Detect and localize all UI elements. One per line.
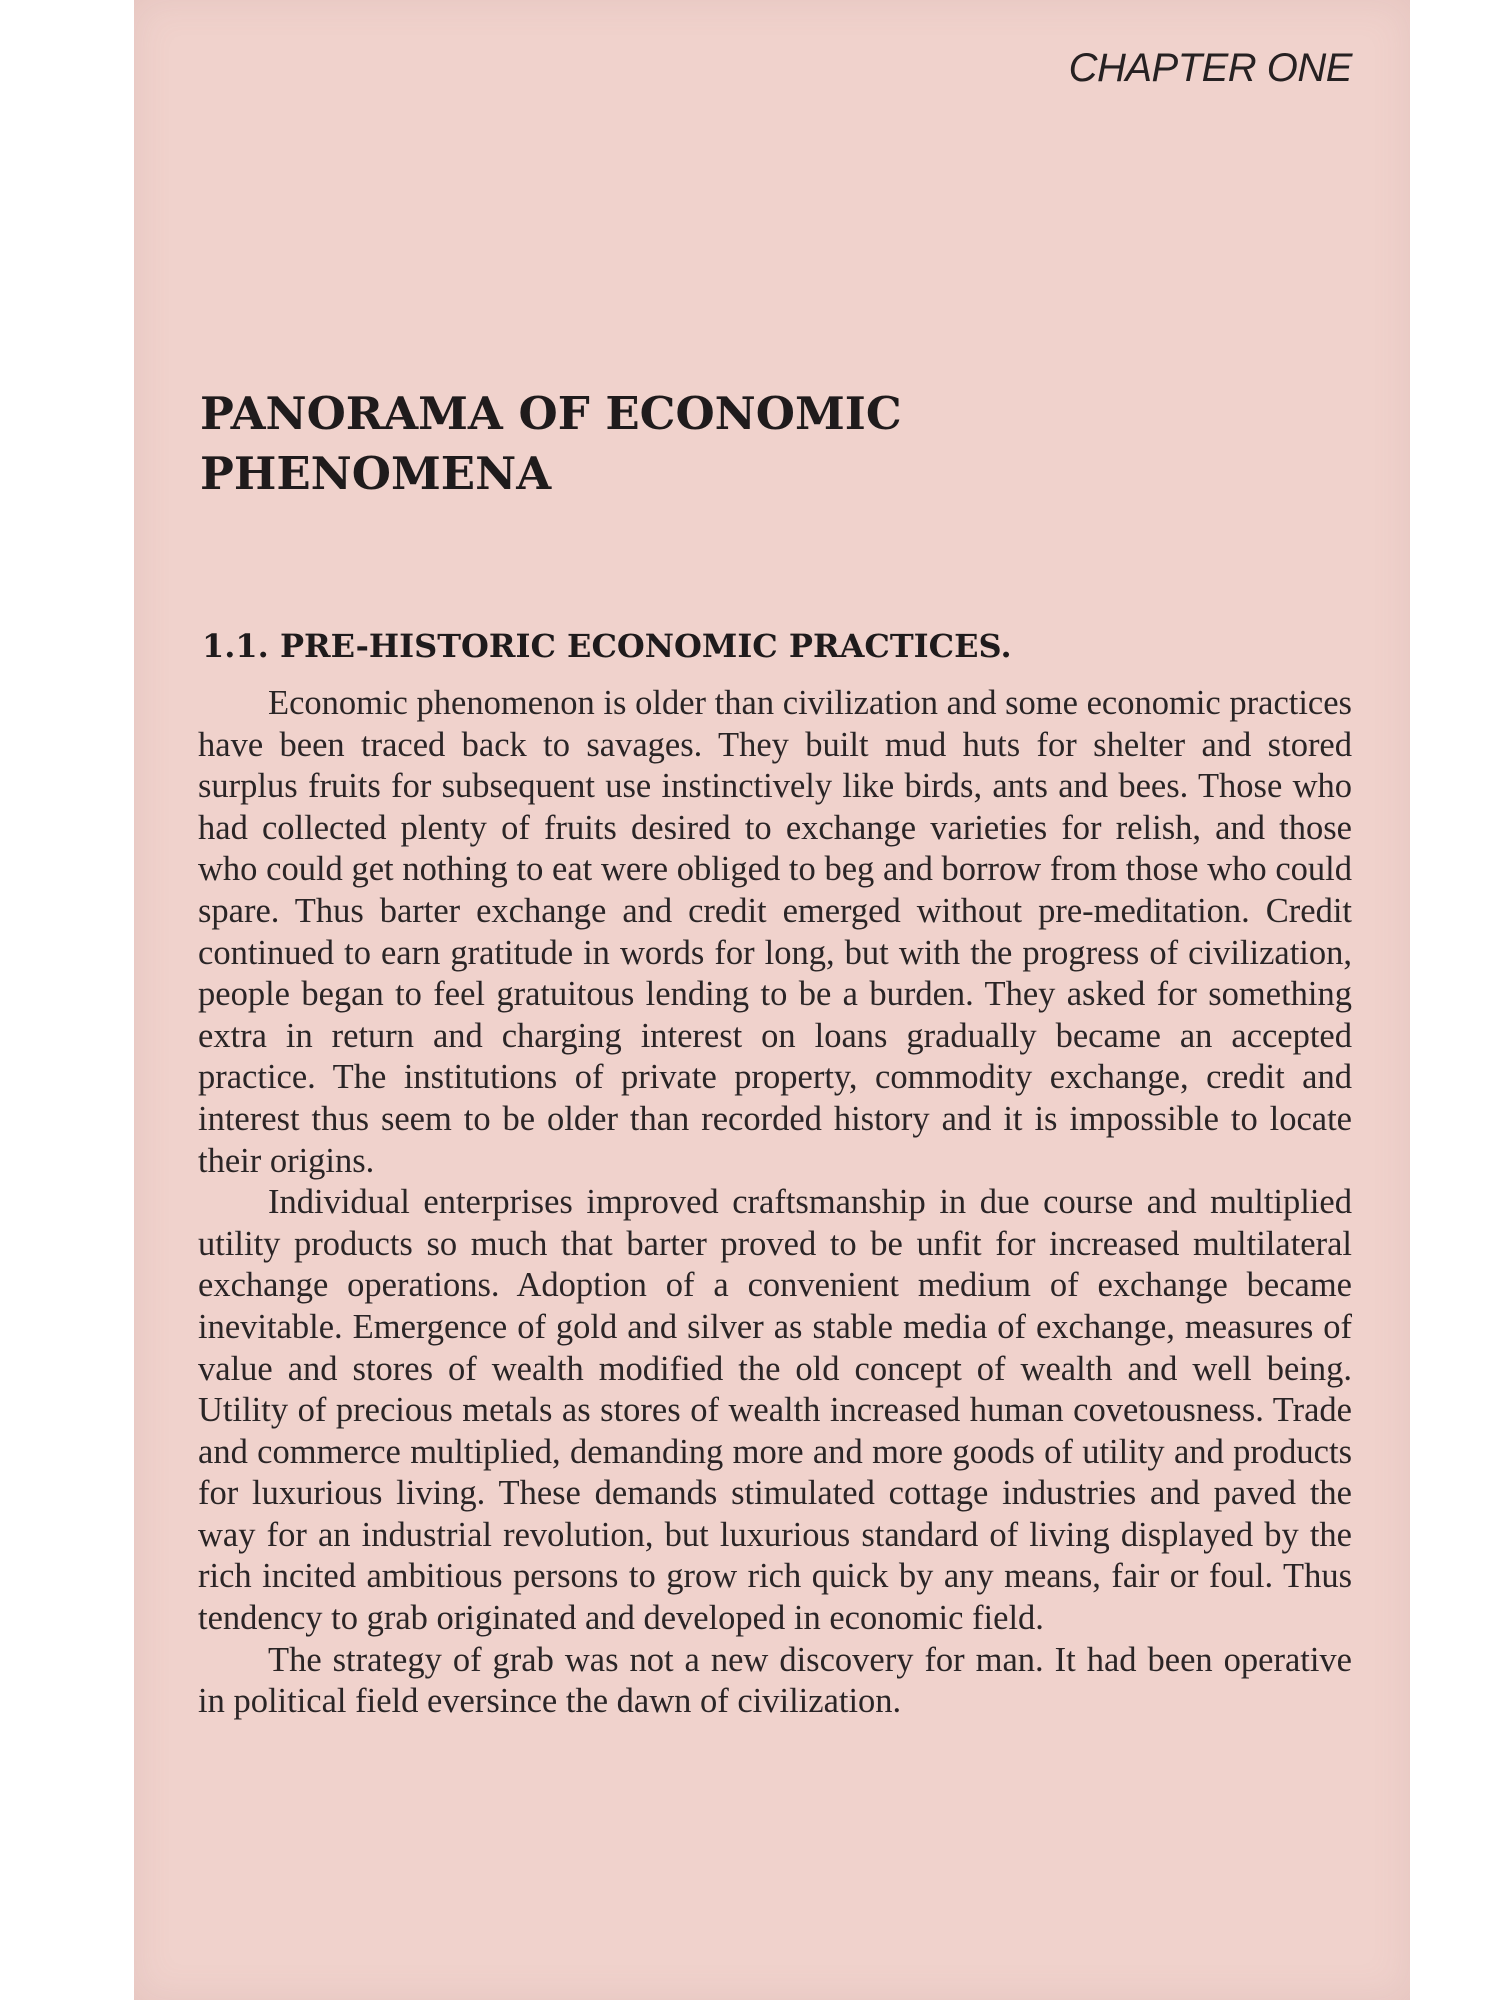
paragraph-1: Economic phenomenon is older than civilization and some economic practices have been traced back to savages. They built mud huts for shelter and stored surplus fruits for subsequent use instinctively like birds, ants and bees. Those who had collected plenty of fruits desired to exchange varieties for relish, and those who could get nothing to eat were obliged to beg and borrow from those who could spare. Thus barter exchange and credit emerged without pre-meditation. Credit continued to earn gratitude in words for long, but with the progress of civilization, people began to feel gratuitous lending to be a burden. They asked for something extra in return and charging interest on loans gradually became an accepted practice. The institutions of private property, commodity exchange, credit and interest thus seem to be older than recorded history and it is impossible to locate their origins. (198, 684, 1352, 1180)
body-text (198, 683, 1352, 1723)
book-page (134, 0, 1410, 2000)
chapter-title-line-1: PANORAMA OF ECONOMIC (200, 387, 902, 440)
chapter-label: CHAPTER ONE (1068, 46, 1352, 90)
paragraph-3: The strategy of grab was not a new discovery for man. It had been operative in political field eversince the dawn of civilization. (198, 1640, 1352, 1721)
chapter-title-line-2: PHENOMENA (200, 447, 552, 500)
chapter-title (200, 384, 1200, 504)
section-heading: 1.1. PRE-HISTORIC ECONOMIC PRACTICES. (202, 627, 1012, 665)
paragraph-2: Individual enterprises improved craftsmanship in due course and multiplied utility products so much that barter proved to be unfit for increased multilateral exchange operations. Adoption of a convenient medium of exchange became inevitable. Emergence of gold and silver as stable media of exchange, measures of value and stores of wealth modified the old concept of wealth and well being. Utility of precious metals as stores of wealth increased human covetousness. Trade and commerce multiplied, demanding more and more goods of utility and products for luxurious living. These demands stimulated cottage industries and paved the way for an industrial revolution, but luxurious standard of living displayed by the rich incited ambitious persons to grow rich quick by any means, fair or foul. Thus tendency to grab originated and developed in economic field. (198, 1183, 1352, 1638)
